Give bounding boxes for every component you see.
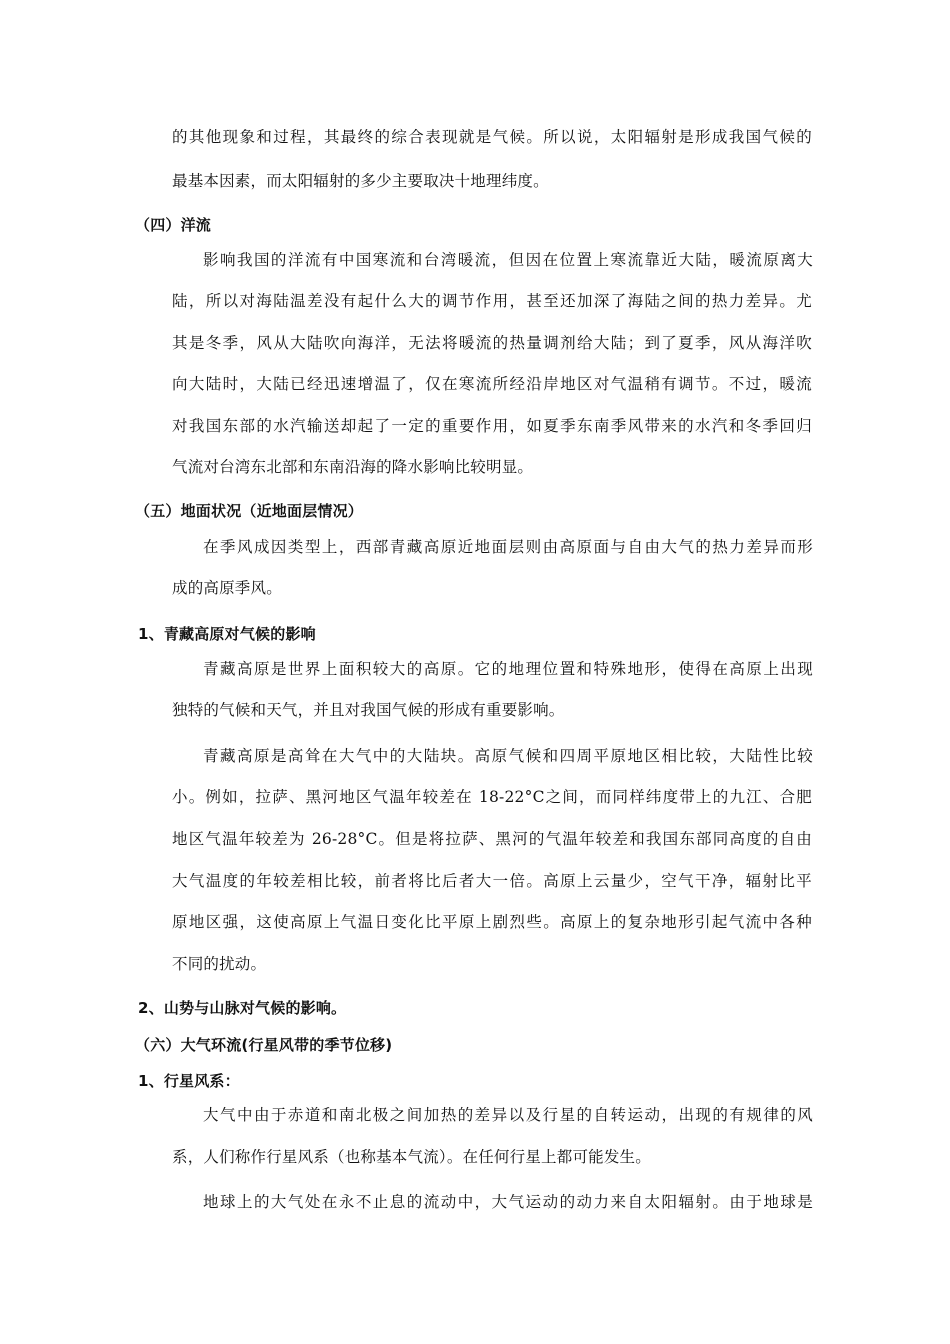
sub1-para2-line-3: 地区气温年较差为 26-28°C。但是将拉萨、黑河的气温年较差和我国东部同高度的自由 [172,830,812,848]
sub1-para2-line-5: 原地区强，这使高原上气温日变化比平原上剧烈些。高原上的复杂地形引起气流中各种 [172,913,812,931]
section4-heading: （四）洋流 [135,216,212,234]
section6-sub1-heading: 1、行星风系： [138,1072,240,1090]
intro-line-1: 的其他现象和过程，其最终的综合表现就是气候。所以说，太阳辐射是形成我国气候的 [172,128,812,146]
section5-heading: （五）地面状况（近地面层情况） [135,502,364,520]
section6-para1-line-2: 系，人们称作行星风系（也称基本气流）。在任何行星上都可能发生。 [172,1148,651,1166]
sub1-para2-line-6: 不同的扰动。 [172,955,267,973]
section6-heading: （六）大气环流(行星风带的季节位移) [135,1036,393,1054]
section6-para1-line-1: 大气中由于赤道和南北极之间加热的差异以及行星的自转运动，出现的有规律的风 [203,1106,813,1124]
section4-line-3: 其是冬季，风从大陆吹向海洋，无法将暖流的热量调剂给大陆；到了夏季，风从海洋吹 [172,334,812,352]
sub1-para2-line-4: 大气温度的年较差相比较，前者将比后者大一倍。高原上云量少，空气干净，辐射比平 [172,872,812,890]
sub1-para1-line-1: 青藏高原是世界上面积较大的高原。它的地理位置和特殊地形，使得在高原上出现 [203,660,813,678]
section5-line-1: 在季风成因类型上，西部青藏高原近地面层则由高原面与自由大气的热力差异而形 [203,538,813,556]
sub2-heading: 2、山势与山脉对气候的影响。 [138,999,347,1017]
intro-line-2: 最基本因素，而太阳辐射的多少主要取决十地理纬度。 [172,172,549,190]
section4-line-4: 向大陆时，大陆已经迅速增温了，仅在寒流所经沿岸地区对气温稍有调节。不过，暖流 [172,375,812,393]
sub1-para2-line-1: 青藏高原是高耸在大气中的大陆块。高原气候和四周平原地区相比较，大陆性比较 [203,747,813,765]
section4-line-5: 对我国东部的水汽输送却起了一定的重要作用，如夏季东南季风带来的水汽和冬季回归 [172,417,812,435]
section4-line-6: 气流对台湾东北部和东南沿海的降水影响比较明显。 [172,458,534,476]
sub1-para2-line-2: 小。例如，拉萨、黑河地区气温年较差在 18-22°C之间，而同样纬度带上的九江、合肥 [172,788,812,806]
section6-para2-line-1: 地球上的大气处在永不止息的流动中，大气运动的动力来自太阳辐射。由于地球是 [203,1193,813,1211]
section5-line-2: 成的高原季风。 [172,579,282,597]
section4-line-2: 陆，所以对海陆温差没有起什么大的调节作用，甚至还加深了海陆之间的热力差异。尤 [172,292,812,310]
sub1-heading: 1、青藏高原对气候的影响 [138,625,316,643]
section4-line-1: 影响我国的洋流有中国寒流和台湾暖流，但因在位置上寒流靠近大陆，暖流原离大 [203,251,813,269]
sub1-para1-line-2: 独特的气候和天气，并且对我国气候的形成有重要影响。 [172,701,565,719]
